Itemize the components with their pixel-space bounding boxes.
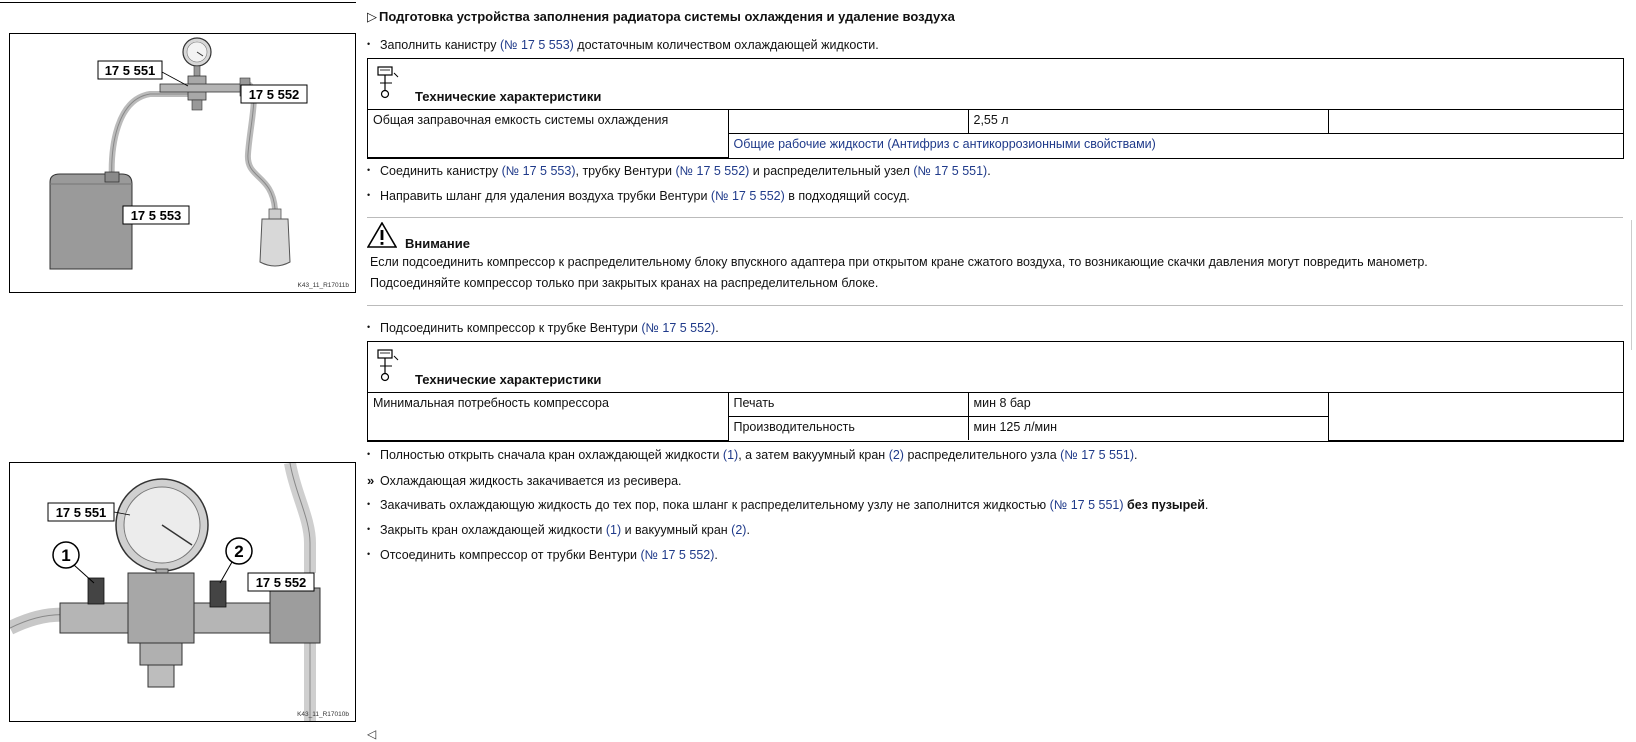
spec-value: 2,55 л (968, 110, 1328, 134)
spec-cell (1328, 110, 1623, 134)
step-open-valves: • Полностью открыть сначала кран охлаждающей жидкости (1), а затем вакуумный кран (2) распределительного узла (№ 17 5 551). (367, 448, 1138, 462)
svg-text:2: 2 (234, 542, 244, 561)
spec-label: Производительность (728, 417, 968, 441)
manifold-illustration (10, 463, 355, 721)
top-rule (0, 2, 356, 3)
label-17-5-551 (98, 61, 188, 86)
figure-manifold-closeup (9, 462, 356, 722)
ref-link[interactable]: (№ 17 5 551) (1049, 498, 1124, 512)
spec-table (368, 393, 1623, 441)
spec-label: Печать (728, 393, 968, 417)
step-disconnect: • Отсоединить компрессор от трубки Вентури (№ 17 5 552). (367, 548, 718, 562)
ref-link[interactable]: (№ 17 5 552) (641, 321, 716, 335)
spec-value: мин 125 л/мин (968, 417, 1328, 441)
ref-link[interactable]: (1) (605, 523, 622, 537)
divider (367, 217, 1623, 218)
label-17-5-552 (248, 573, 314, 591)
figure-code: K43_11_R17010b (297, 711, 349, 718)
callout-1 (53, 542, 94, 583)
ref-link[interactable]: (№ 17 5 552) (675, 164, 750, 178)
svg-text:17 5 552: 17 5 552 (255, 575, 307, 590)
ref-link[interactable]: (2) (731, 523, 747, 537)
ref-link[interactable]: (№ 17 5 552) (710, 189, 785, 203)
spec-name: Минимальная потребность компрессора (368, 393, 728, 440)
step-connect-compressor: • Подсоединить компрессор к трубке Вентури (№ 17 5 552). (367, 321, 719, 335)
section-heading: ▷ Подготовка устройства заполнения радиатора системы охлаждения и удаление воздуха (367, 9, 955, 24)
ref-link[interactable]: (№ 17 5 551) (913, 164, 988, 178)
result-line: » Охлаждающая жидкость закачивается из ресивера. (367, 473, 682, 488)
tech-spec-compressor (367, 341, 1624, 442)
engine-spec-icon (376, 65, 400, 99)
scrollbar[interactable] (1631, 220, 1636, 350)
spec-header (368, 59, 1623, 110)
ref-link[interactable]: (1) (722, 448, 739, 462)
svg-text:1: 1 (61, 546, 71, 565)
result-marker-icon: » (367, 473, 375, 488)
ref-link[interactable]: (№ 17 5 553) (499, 38, 574, 52)
warning-icon (367, 222, 397, 248)
spec-value: мин 8 бар (968, 393, 1328, 417)
svg-text:17 5 551: 17 5 551 (104, 63, 156, 78)
ref-link[interactable]: (№ 17 5 552) (640, 548, 715, 562)
figure-filling-device (9, 33, 356, 293)
step-connect: • Соединить канистру (№ 17 5 553), трубку Вентури (№ 17 5 552) и распределительный узел (№ 17 5 551). (367, 164, 991, 178)
fluid-link[interactable]: Общие рабочие жидкости (Антифриз с антикоррозионными свойствами) (728, 134, 1623, 158)
callout-2 (220, 538, 252, 583)
engine-spec-icon (376, 348, 400, 382)
spec-name: Общая заправочная емкость системы охлаждения (368, 110, 728, 157)
warning-title: Внимание (405, 236, 470, 251)
spec-cell (1328, 393, 1623, 440)
spec-title: Технические характеристики (415, 89, 602, 104)
warning-text-1: Если подсоединить компрессор к распределительному блоку впускного адаптера при открытом кране сжатого воздуха, то возникающие скачки давления могут повредить манометр. (370, 255, 1428, 269)
spec-cell (728, 110, 968, 134)
ref-link[interactable]: (№ 17 5 551) (1060, 448, 1135, 462)
step-fill-canister: • Заполнить канистру (№ 17 5 553) достаточным количеством охлаждающей жидкости. (367, 38, 879, 52)
filling-device-illustration (10, 34, 355, 292)
step-direct-hose: • Направить шланг для удаления воздуха трубки Вентури (№ 17 5 552) в подходящий сосуд. (367, 189, 910, 203)
step-close-valves: • Закрыть кран охлаждающей жидкости (1) и вакуумный кран (2). (367, 523, 750, 537)
label-17-5-553 (123, 206, 189, 224)
warning-text-2: Подсоединяйте компрессор только при закрытых кранах на распределительном блоке. (370, 276, 879, 290)
ref-link[interactable]: (2) (888, 448, 904, 462)
svg-text:17 5 551: 17 5 551 (55, 505, 107, 520)
step-pump: • Закачивать охлаждающую жидкость до тех пор, пока шланг к распределительному узлу не заполнится жидкостью (№ 17 5 551) без пузырей. (367, 498, 1209, 512)
divider (367, 305, 1623, 306)
spec-header (368, 342, 1623, 393)
spec-title: Технические характеристики (415, 372, 602, 387)
back-arrow-icon[interactable]: ◁ (367, 727, 377, 741)
ref-link[interactable]: (№ 17 5 553) (501, 164, 576, 178)
label-17-5-552 (241, 85, 307, 103)
tech-spec-coolant (367, 58, 1624, 159)
expand-triangle-icon[interactable]: ▷ (367, 9, 377, 24)
spec-table (368, 110, 1623, 158)
figure-code: K43_11_R17011b (297, 282, 349, 289)
svg-text:17 5 553: 17 5 553 (130, 208, 182, 223)
svg-text:17 5 552: 17 5 552 (248, 87, 300, 102)
